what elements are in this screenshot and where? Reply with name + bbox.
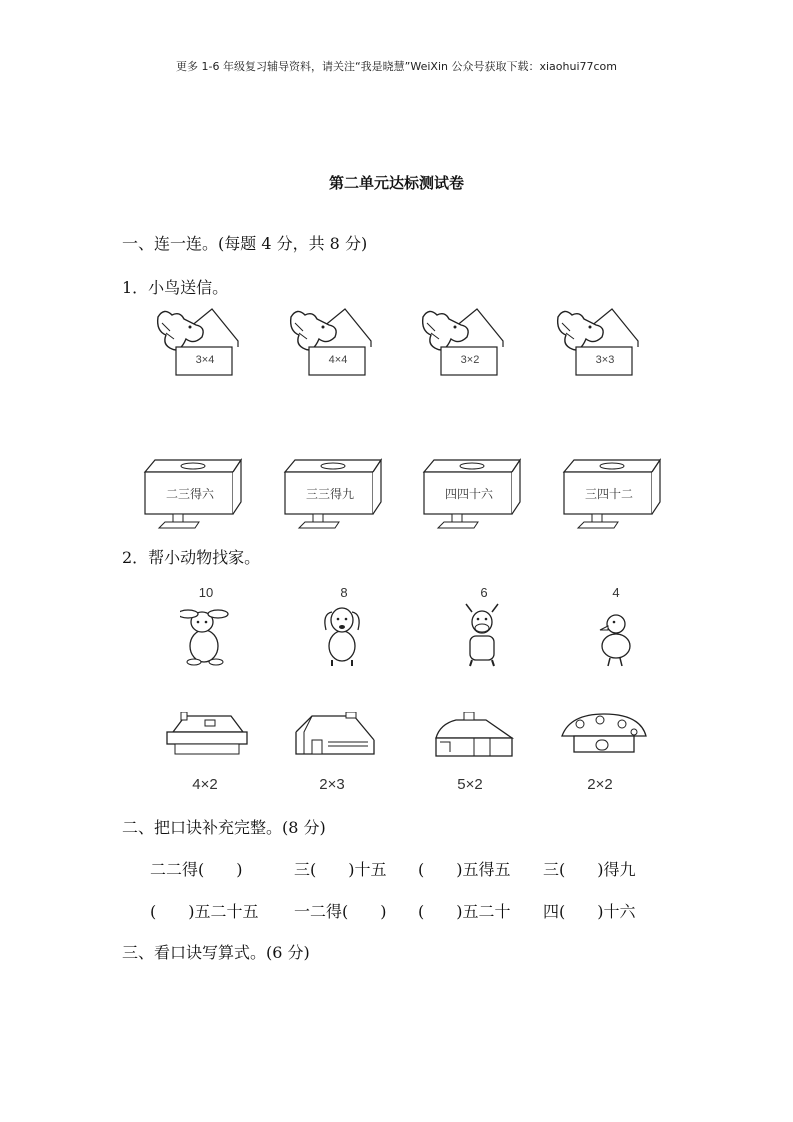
mailbox-label: 三四十二 <box>584 487 633 501</box>
bird-letter <box>415 305 510 389</box>
page-title: 第二单元达标测试卷 <box>328 174 464 192</box>
animal <box>180 585 232 674</box>
house-icon <box>430 712 518 758</box>
section3-heading: 三、看口诀写算式。(6 分) <box>122 943 310 962</box>
animal-number: 6 <box>480 585 488 600</box>
mailbox <box>422 458 522 534</box>
bird-icon <box>415 305 510 385</box>
mailbox <box>283 458 383 534</box>
mailbox-label: 三三得九 <box>305 487 354 501</box>
house <box>292 712 380 793</box>
house-expr: 2×2 <box>587 776 613 793</box>
fill-item: 二二得( ) <box>150 860 243 879</box>
animal <box>318 585 370 674</box>
house-icon <box>165 712 253 758</box>
q1-label: 1．小鸟送信。 <box>122 278 229 297</box>
fill-item: 三( )得九 <box>543 860 636 879</box>
animal-number: 8 <box>340 585 348 600</box>
bird-icon <box>550 305 645 385</box>
cow-icon <box>458 600 510 670</box>
bird-letter-expr: 3×3 <box>595 354 615 366</box>
duckling-icon <box>590 600 642 670</box>
mailbox-label: 四四十六 <box>444 487 493 501</box>
mailbox-label: 二三得六 <box>165 487 214 501</box>
bird-letter-expr: 3×2 <box>460 354 480 366</box>
house-icon <box>560 712 648 758</box>
house <box>165 712 253 793</box>
house-expr: 2×3 <box>319 776 345 793</box>
animal <box>458 585 510 674</box>
fill-item: 四( )十六 <box>543 902 636 921</box>
bird-icon <box>283 305 378 385</box>
q2-label: 2．帮小动物找家。 <box>122 548 261 567</box>
bird-letter <box>283 305 378 389</box>
mailbox <box>562 458 662 534</box>
house <box>560 712 648 793</box>
animal <box>590 585 642 674</box>
fill-item: ( )五二十 <box>418 902 511 921</box>
fill-item: 三( )十五 <box>294 860 387 879</box>
house <box>430 712 518 793</box>
animal-number: 10 <box>198 585 214 600</box>
rabbit-icon <box>180 600 232 670</box>
bird-letter <box>150 305 245 389</box>
fill-item: ( )五二十五 <box>150 902 259 921</box>
bird-letter <box>550 305 645 389</box>
section2-heading: 二、把口诀补充完整。(8 分) <box>122 818 326 837</box>
fill-item: ( )五得五 <box>418 860 511 879</box>
section1-heading: 一、连一连。(每题 4 分，共 8 分) <box>122 234 368 253</box>
bird-letter-expr: 4×4 <box>328 354 348 366</box>
bird-letter-expr: 3×4 <box>195 354 215 366</box>
header-note: 更多 1-6 年级复习辅导资料，请关注“我是晓慧”WeiXin 公众号获取下载：xiaohui77com <box>176 60 617 73</box>
house-expr: 5×2 <box>457 776 483 793</box>
animal-number: 4 <box>612 585 620 600</box>
fill-item: 一二得( ) <box>294 902 387 921</box>
bird-icon <box>150 305 245 385</box>
house-expr: 4×2 <box>192 776 218 793</box>
mailbox <box>143 458 243 534</box>
house-icon <box>292 712 380 758</box>
dog-icon <box>318 600 370 670</box>
